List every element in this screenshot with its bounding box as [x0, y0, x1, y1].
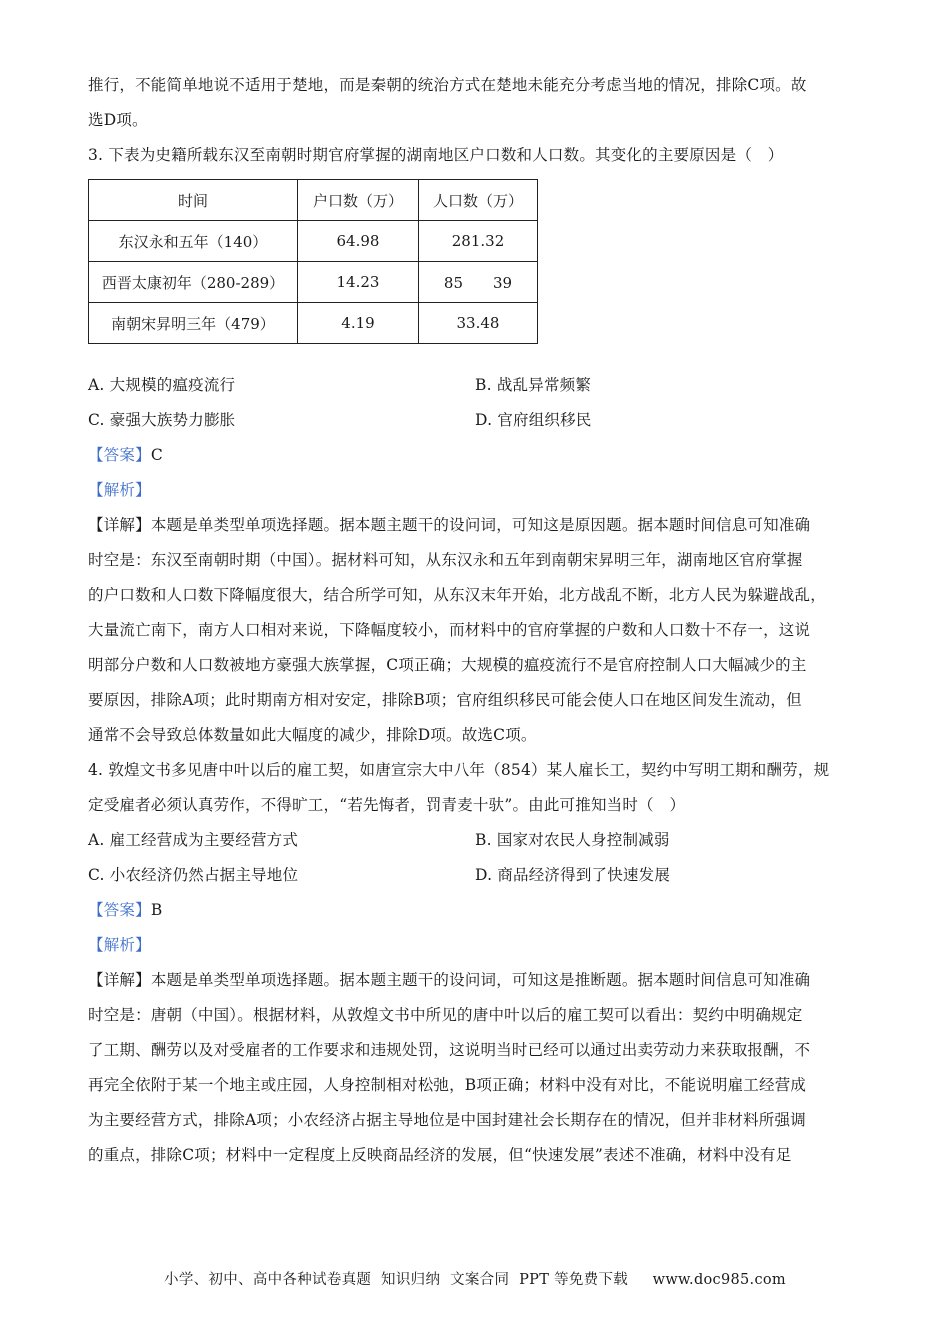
analysis-tag: 【解析】	[88, 481, 151, 499]
table-header: 时间	[89, 180, 298, 221]
page-footer: 小学、初中、高中各种试卷真题 知识归纳 文案合同 PPT 等免费下载 www.doc985.com	[164, 1272, 786, 1288]
answer-line	[88, 893, 863, 928]
answer-value: C	[150, 446, 163, 464]
detail-text: 本题是单类型单项选择题。据本题主题干的设问词，可知这是原因题。据本题时间信息可知准确	[150, 516, 811, 534]
detail-line: 的户口数和人口数下降幅度很大，结合所学可知，从东汉末年开始，北方战乱不断，北方人民为躲避战乱，	[88, 586, 826, 604]
analysis-tag: 【解析】	[88, 936, 151, 954]
table-cell: 14.23	[298, 262, 419, 303]
table-cell: 东汉永和五年（140）	[89, 221, 298, 262]
detail-line: 大量流亡南下，南方人口相对来说，下降幅度较小，而材料中的官府掌握的户数和人口数十不存一，这说	[88, 621, 811, 639]
option-d: D. 商品经济得到了快速发展	[475, 866, 671, 884]
table-cell: 85 39	[419, 262, 538, 303]
document-page	[88, 68, 863, 1173]
detail-line: 要原因，排除A项；此时期南方相对安定，排除B项；官府组织移民可能会使人口在地区间发生流动，但	[88, 691, 802, 709]
detail-line: 通常不会导致总体数量如此大幅度的减少，排除D项。故选C项。	[88, 726, 537, 744]
question-4-options	[88, 823, 863, 893]
detail-text: 本题是单类型单项选择题。据本题主题干的设问词，可知这是推断题。据本题时间信息可知准确	[150, 971, 811, 989]
table-row	[89, 303, 538, 344]
question-4-stem: 定受雇者必须认真劳作，不得旷工，“若先悔者，罚青麦十驮”。由此可推知当时（ ）	[88, 796, 686, 814]
detail-line: 的重点，排除C项；材料中一定程度上反映商品经济的发展，但“快速发展”表述不准确，材料中没有足	[88, 1146, 792, 1164]
question-3-stem: 3. 下表为史籍所载东汉至南朝时期官府掌握的湖南地区户口数和人口数。其变化的主要原因是（ ）	[88, 146, 784, 164]
table-cell: 西晋太康初年（280-289）	[89, 262, 298, 303]
option-b: B. 国家对农民人身控制减弱	[475, 831, 670, 849]
population-table	[88, 179, 538, 344]
table-row	[89, 262, 538, 303]
option-a: A. 大规模的瘟疫流行	[88, 376, 236, 394]
detail-line	[88, 963, 863, 998]
table-row	[89, 221, 538, 262]
option-c: C. 小农经济仍然占据主导地位	[88, 866, 299, 884]
answer-line	[88, 438, 863, 473]
intro-line: 推行，不能简单地说不适用于楚地，而是秦朝的统治方式在楚地未能充分考虑当地的情况，排除C项。故	[88, 76, 807, 94]
question-3-options	[88, 368, 863, 438]
table-header-row	[89, 180, 538, 221]
table-header: 人口数（万）	[419, 180, 538, 221]
answer-tag: 【答案】	[88, 901, 151, 919]
detail-line: 时空是：唐朝（中国）。根据材料，从敦煌文书中所见的唐中叶以后的雇工契可以看出：契约中明确规定	[88, 1006, 803, 1024]
answer-tag: 【答案】	[88, 446, 151, 464]
detail-line: 了工期、酬劳以及对受雇者的工作要求和违规处罚，这说明当时已经可以通过出卖劳动力来获取报酬，不	[88, 1041, 811, 1059]
detail-tag: 【详解】	[88, 516, 151, 534]
option-a: A. 雇工经营成为主要经营方式	[88, 831, 299, 849]
detail-line: 明部分户数和人口数被地方豪强大族掌握，C项正确；大规模的瘟疫流行不是官府控制人口大幅减少的主	[88, 656, 807, 674]
option-c: C. 豪强大族势力膨胀	[88, 411, 236, 429]
table-cell: 南朝宋昇明三年（479）	[89, 303, 298, 344]
detail-line: 再完全依附于某一个地主或庄园，人身控制相对松弛，B项正确；材料中没有对比，不能说明雇工经营成	[88, 1076, 807, 1094]
table-cell: 33.48	[419, 303, 538, 344]
table-header: 户口数（万）	[298, 180, 419, 221]
detail-line: 时空是：东汉至南朝时期（中国）。据材料可知，从东汉永和五年到南朝宋昇明三年，湖南地区官府掌握	[88, 551, 803, 569]
option-b: B. 战乱异常频繁	[475, 376, 592, 394]
detail-tag: 【详解】	[88, 971, 151, 989]
intro-line: 选D项。	[88, 111, 148, 129]
table-cell: 64.98	[298, 221, 419, 262]
option-d: D. 官府组织移民	[475, 411, 592, 429]
table-cell: 281.32	[419, 221, 538, 262]
detail-line	[88, 508, 863, 543]
detail-line: 为主要经营方式，排除A项；小农经济占据主导地位是中国封建社会长期存在的情况，但并非材料所强调	[88, 1111, 806, 1129]
table-cell: 4.19	[298, 303, 419, 344]
answer-value: B	[150, 901, 163, 919]
question-4-stem: 4. 敦煌文书多见唐中叶以后的雇工契，如唐宣宗大中八年（854）某人雇长工，契约中写明工期和酬劳，规	[88, 761, 830, 779]
